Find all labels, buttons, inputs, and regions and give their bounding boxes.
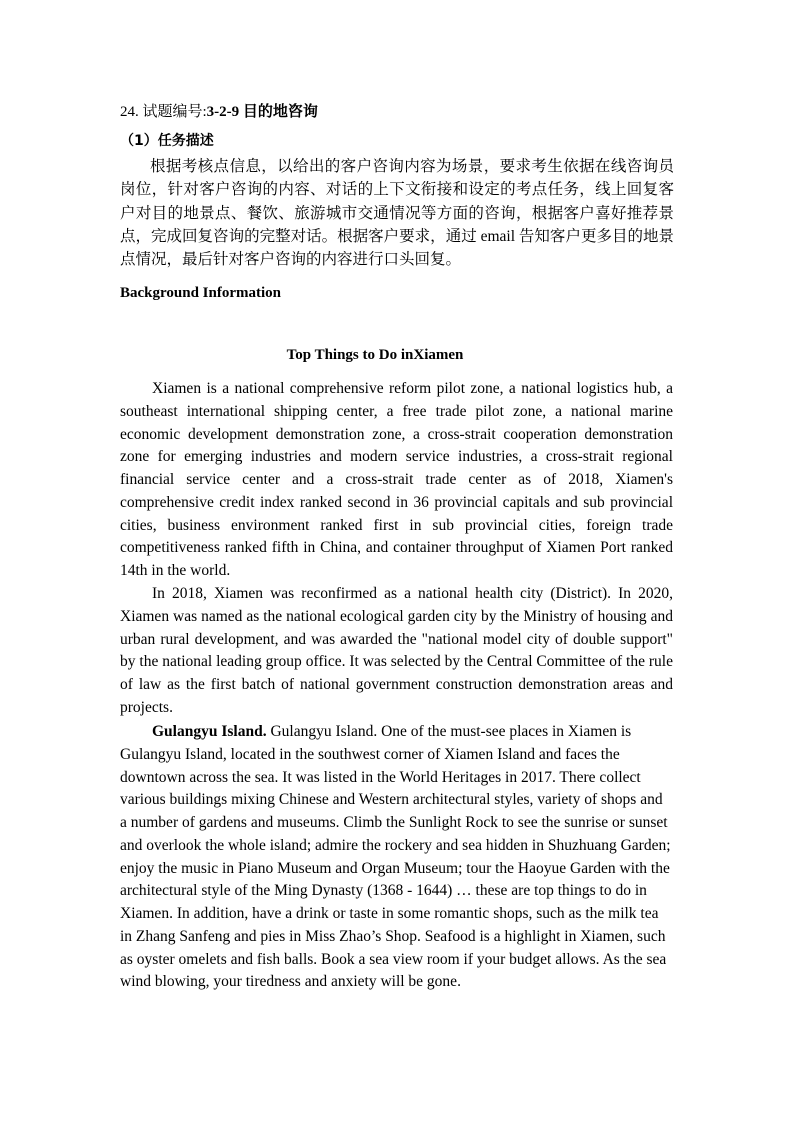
paragraph-lead: Gulangyu Island. xyxy=(152,723,267,740)
article-title: Top Things to Do inXiamen xyxy=(286,347,464,363)
article-paragraph-3 xyxy=(120,721,673,994)
article-paragraph-1: Xiamen is a national comprehensive reform pilot zone, a national logistics hub, a southeast international shipping center, a free trade pilot zone, a national marine economic development demonstration zone, a cross-strait cooperation demonstration zone for emerging industries and modern service industries, a cross-strait regional financial service center and a cross-strait trade center as of 2018, Xiamen's comprehensive credit index ranked second in 36 provincial capitals and sub provincial cities, business environment ranked first in sub provincial cities, foreign trade competitiveness ranked fifth in China, and container throughput of Xiamen Port ranked 14th in the world. xyxy=(120,380,673,579)
paragraph-body: Gulangyu Island. One of the must-see places in Xiamen is Gulangyu Island, located in the southwest corner of Xiamen Island and faces the downtown across the sea. It was listed in the World Heritages in 2017. There collect various buildings mixing Chinese and Western architectural styles, variety of shops and a number of gardens and museums. Climb the Sunlight Rock to see the sunrise or sunset and overlook the whole island; admire the rockery and sea hidden in Shuzhuang Garden; enjoy the music in Piano Museum and Organ Museum; tour the Haoyue Garden with the architectural style of the Ming Dynasty (1368 - 1644) … these are top things to do in Xiamen. In addition, have a drink or taste in some romantic shops, such as the milk tea in Zhang Sanfeng and pies in Miss Zhao’s Shop. Seafood is a highlight in Xiamen, such as oyster omelets and fish balls. Book a sea view room if your budget allows. As the sea wind blowing, your tiredness and anxiety will be gone. xyxy=(120,723,671,991)
question-title xyxy=(120,100,318,124)
task-heading: （1）任务描述 xyxy=(120,133,214,149)
background-heading: Background Information xyxy=(120,285,282,301)
task-description: 根据考核点信息，以给出的客户咨询内容为场景，要求考生依据在线咨询员岗位，针对客户咨询的内容、对话的上下文衔接和设定的考点任务，线上回复客户对目的地景点、餐饮、旅游城市交通情况等方面的咨询，根据客户喜好推荐景点，完成回复咨询的完整对话。根据客户要求，通过 email 告知客户更多目的地景点情况，最后针对客户咨询的内容进行口头回复。 xyxy=(120,158,674,269)
article-paragraph-2: In 2018, Xiamen was reconfirmed as a national health city (District). In 2020, Xiamen was named as the national ecological garden city by the Ministry of housing and urban rural development, and was awarded the "national model city of double support" by the national leading group office. It was selected by the Central Committee of the rule of law as the first batch of national government construction demonstration areas and projects. xyxy=(120,585,673,716)
question-label: 试题编号: xyxy=(142,104,207,120)
question-code: 3-2-9 目的地咨询 xyxy=(206,104,318,120)
question-number: 24. xyxy=(120,104,139,120)
